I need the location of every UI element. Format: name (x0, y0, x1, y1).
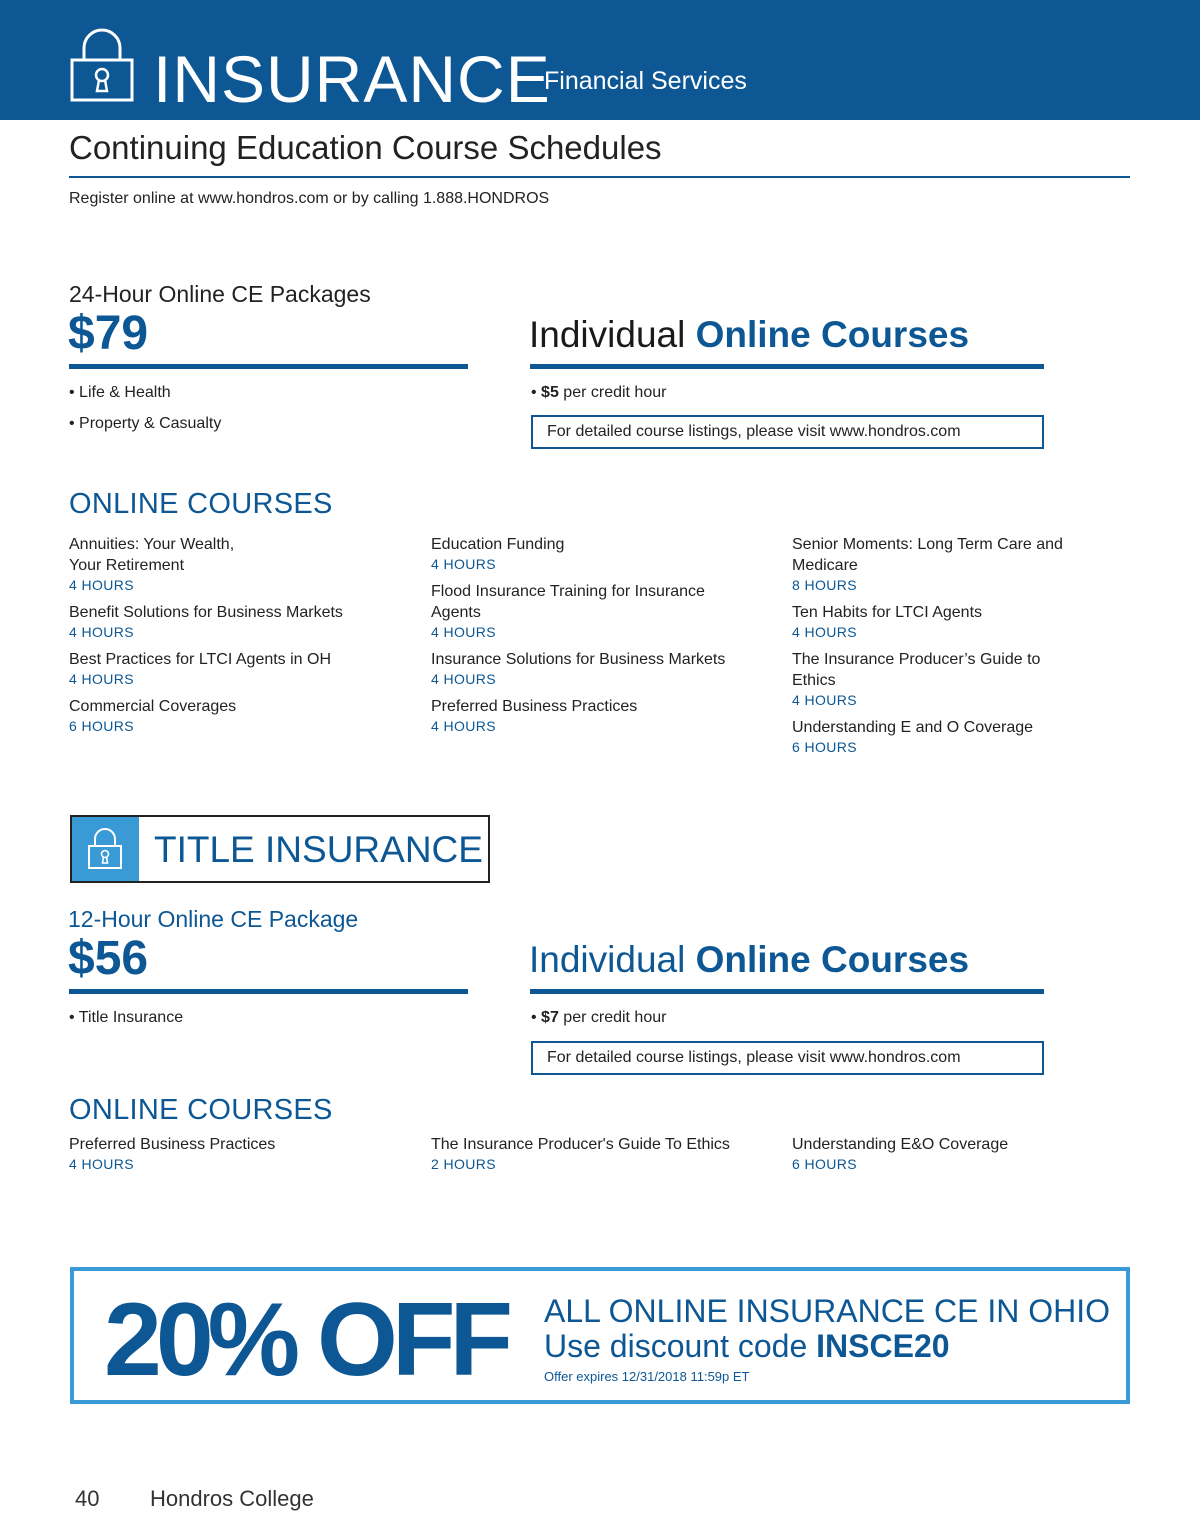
course-name: Commercial Coverages (69, 698, 237, 715)
course-name: Benefit Solutions for Business Markets (69, 604, 343, 621)
course-hours: 6 HOURS (792, 739, 858, 755)
icon-cell (72, 817, 139, 881)
course-item (431, 534, 781, 573)
course-column-1 (69, 534, 419, 743)
divider (69, 176, 1130, 178)
course-column-2 (431, 1134, 781, 1181)
header-title: INSURANCE (153, 42, 551, 116)
divider (69, 989, 468, 994)
course-item (792, 717, 1142, 756)
page-number: 40 (75, 1486, 100, 1511)
course-hours: 4 HOURS (69, 1156, 135, 1172)
individual-courses-heading (529, 314, 969, 356)
package-item: • Life & Health (69, 384, 171, 401)
course-name: Annuities: Your Wealth, Your Retirement (69, 536, 235, 574)
heading-highlight: Online Courses (695, 939, 970, 980)
divider (530, 989, 1044, 994)
promo-code-line (544, 1328, 950, 1364)
course-hours: 4 HOURS (69, 577, 135, 593)
rate-amount: $7 (541, 1009, 559, 1026)
course-name: Best Practices for LTCI Agents in OH (69, 651, 332, 668)
course-name: Understanding E&O Coverage (792, 1136, 1009, 1153)
course-hours: 6 HOURS (792, 1156, 858, 1172)
package-price: $56 (68, 932, 149, 985)
header-bar (0, 0, 1200, 120)
course-item (431, 1134, 781, 1173)
college-name: Hondros College (150, 1486, 314, 1511)
visit-link-box[interactable]: For detailed course listings, please visit www.hondros.com (531, 1041, 1044, 1075)
package-item: • Property & Casualty (69, 415, 222, 432)
offer-expiry: Offer expires 12/31/2018 11:59p ET (544, 1369, 750, 1384)
course-column-3 (792, 534, 1142, 764)
rate-prefix: • (531, 1009, 542, 1026)
course-hours: 4 HOURS (431, 671, 497, 687)
lock-icon (87, 828, 123, 870)
course-name: The Insurance Producer's Guide To Ethics (431, 1136, 730, 1153)
rate-suffix: per credit hour (558, 1009, 667, 1026)
course-item (431, 696, 781, 735)
course-hours: 4 HOURS (431, 718, 497, 734)
course-name: Insurance Solutions for Business Markets (431, 651, 726, 668)
course-item (792, 534, 1072, 594)
course-item (431, 581, 751, 641)
course-item (792, 602, 1142, 641)
rate-prefix: • (531, 384, 542, 401)
course-column-2 (431, 534, 781, 743)
heading-plain: Individual (529, 314, 696, 355)
lock-icon (70, 28, 134, 102)
divider (530, 364, 1044, 369)
discount-amount: 20% OFF (104, 1282, 507, 1398)
credit-rate (531, 383, 666, 403)
course-item (69, 1134, 419, 1173)
credit-rate (531, 1008, 666, 1028)
course-hours: 2 HOURS (431, 1156, 497, 1172)
discount-promo (70, 1267, 1130, 1404)
rate-amount: $5 (541, 384, 559, 401)
online-courses-heading: ONLINE COURSES (69, 1094, 333, 1126)
visit-link-box[interactable]: For detailed course listings, please visit www.hondros.com (531, 415, 1044, 449)
course-item (69, 649, 419, 688)
course-column-1 (69, 1134, 419, 1181)
header-subtitle: Financial Services (544, 67, 747, 95)
code-prefix: Use discount code (544, 1328, 817, 1364)
course-item (792, 1134, 1142, 1173)
title-insurance-banner (70, 815, 490, 883)
discount-code: INSCE20 (816, 1328, 950, 1364)
course-hours: 6 HOURS (69, 718, 135, 734)
course-name: Ten Habits for LTCI Agents (792, 604, 983, 621)
course-name: Flood Insurance Training for Insurance Agents (431, 583, 705, 621)
course-item (69, 534, 269, 594)
course-name: Education Funding (431, 536, 565, 553)
course-item (431, 649, 781, 688)
register-text: Register online at www.hondros.com or by calling 1.888.HONDROS (69, 190, 550, 207)
course-hours: 4 HOURS (792, 624, 858, 640)
course-column-3 (792, 1134, 1142, 1181)
heading-plain: Individual (529, 939, 696, 980)
course-hours: 4 HOURS (69, 671, 135, 687)
course-name: Senior Moments: Long Term Care and Medicare (792, 536, 1063, 574)
course-hours: 4 HOURS (431, 556, 497, 572)
course-name: Preferred Business Practices (69, 1136, 276, 1153)
course-hours: 8 HOURS (792, 577, 858, 593)
rate-suffix: per credit hour (558, 384, 667, 401)
heading-highlight: Online Courses (695, 314, 970, 355)
course-item (792, 649, 1062, 709)
promo-line: ALL ONLINE INSURANCE CE IN OHIO (544, 1293, 1111, 1329)
course-hours: 4 HOURS (431, 624, 497, 640)
course-name: Preferred Business Practices (431, 698, 638, 715)
title-insurance-label: TITLE INSURANCE (154, 829, 483, 870)
package-item: • Title Insurance (69, 1009, 184, 1026)
course-name: The Insurance Producer’s Guide to Ethics (792, 651, 1041, 689)
individual-courses-heading (529, 939, 969, 981)
course-name: Understanding E and O Coverage (792, 719, 1034, 736)
divider (69, 364, 468, 369)
package-price: $79 (68, 307, 149, 360)
course-hours: 4 HOURS (792, 692, 858, 708)
package-label: 24-Hour Online CE Packages (69, 281, 371, 307)
page-title: Continuing Education Course Schedules (69, 129, 662, 166)
course-hours: 4 HOURS (69, 624, 135, 640)
package-label: 12-Hour Online CE Package (68, 906, 359, 932)
online-courses-heading: ONLINE COURSES (69, 488, 333, 520)
course-item (69, 602, 419, 641)
course-item (69, 696, 419, 735)
